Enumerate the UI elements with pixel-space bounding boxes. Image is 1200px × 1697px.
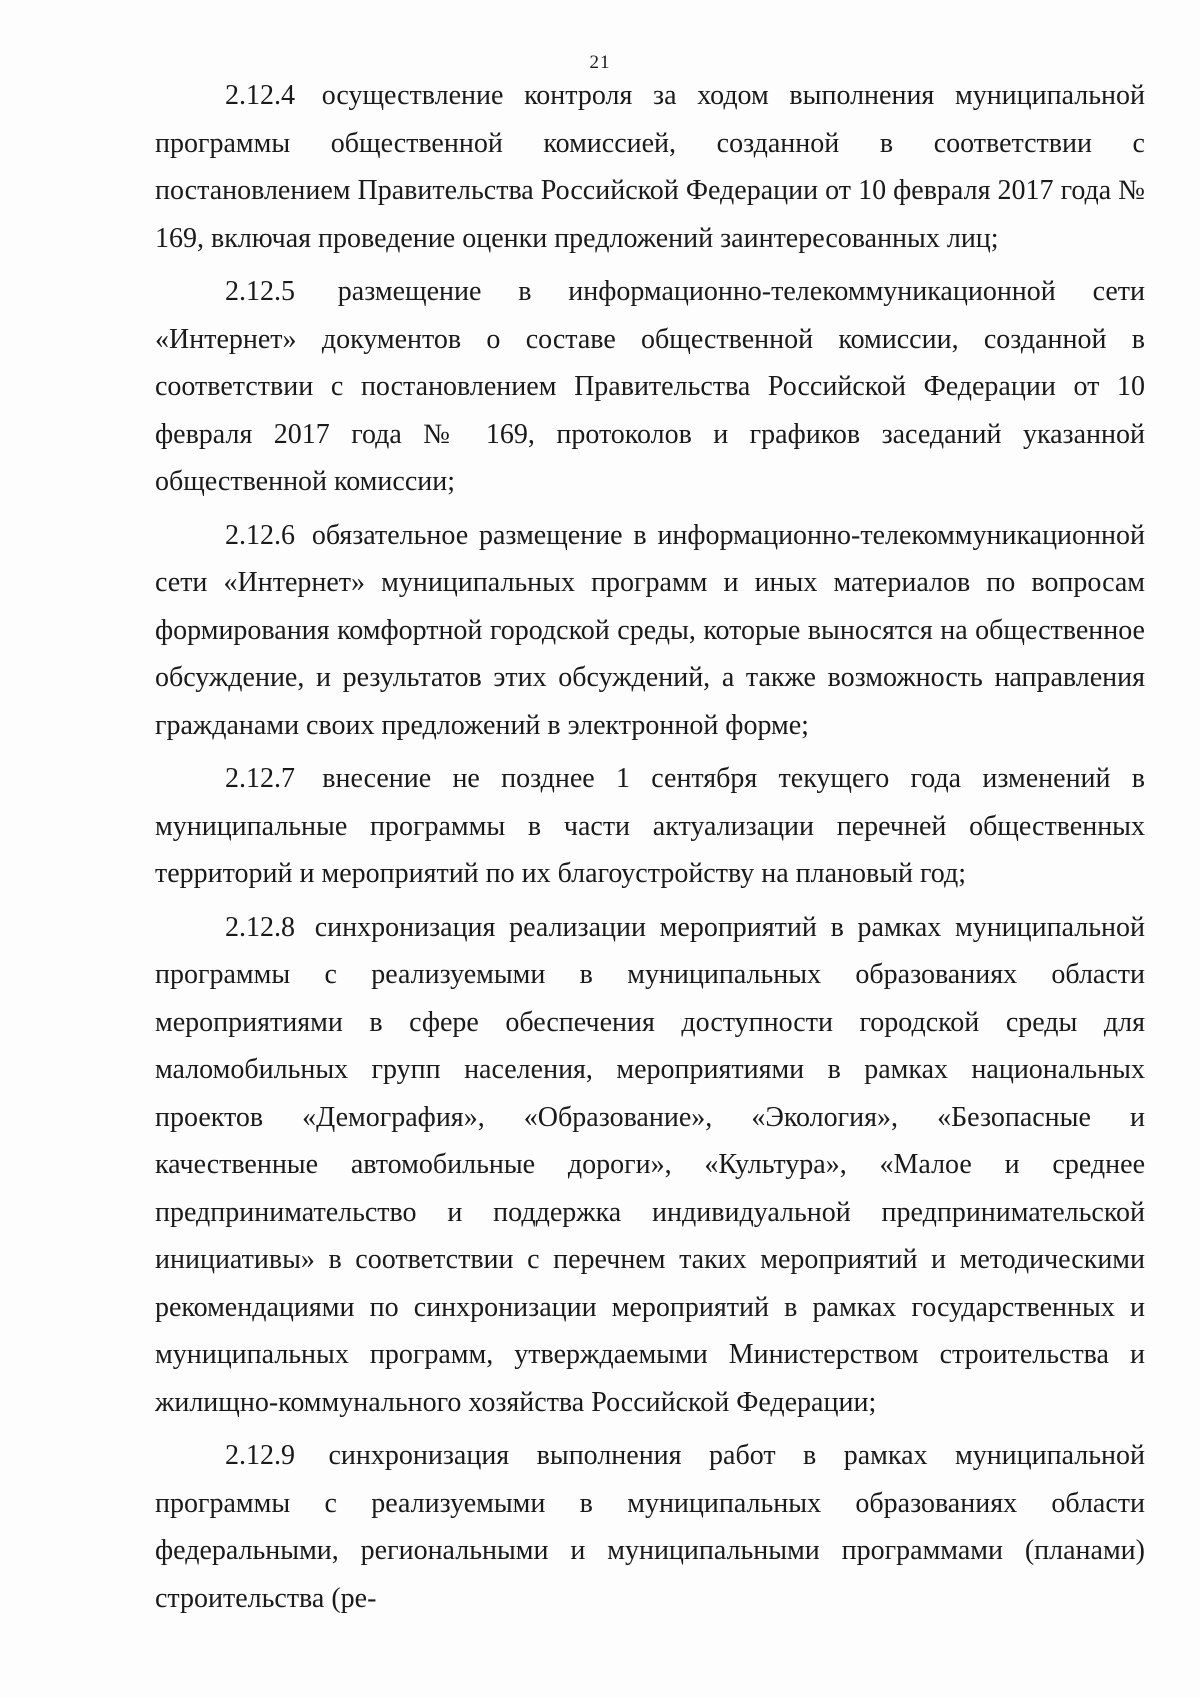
paragraph-text: осуществление контроля за ходом выполнения муниципальной программы общественной комиссией, созданной в соответствии с постановлением Правительства Российской Федерации от 10 февраля 2017 года № 169, включая проведение оценки предложений заинтересованных лиц; — [155, 80, 1146, 254]
paragraph-number: 2.12.9 — [225, 1440, 295, 1471]
document-body — [155, 72, 1145, 1628]
paragraph-2-12-5 — [155, 268, 1145, 506]
paragraph-number: 2.12.4 — [225, 80, 295, 111]
page-number: 21 — [589, 52, 611, 73]
paragraph-2-12-7 — [155, 755, 1145, 898]
paragraph-2-12-9 — [155, 1432, 1145, 1622]
paragraph-number: 2.12.7 — [225, 763, 295, 794]
paragraph-text: внесение не позднее 1 сентября текущего года изменений в муниципальные программы в части актуализации перечней общественных территорий и мероприятий по их благоустройству на плановый год; — [155, 763, 1146, 889]
paragraph-text: синхронизация реализации мероприятий в рамках муниципальной программы с реализуемыми в муниципальных образованиях области мероприятиями в сфере обеспечения доступности городской среды для маломобильных групп населения, мероприятиями в рамках национальных проектов «Демография», «Образование», «Экология», «Безопасные и качественные автомобильные дороги», «Культура», «Малое и среднее предпринимательство и поддержка индивидуальной предпринимательской инициативы» в соответствии с перечнем таких мероприятий и методическими рекомендациями по синхронизации мероприятий в рамках государственных и муниципальных программ, утверждаемыми Министерством строительства и жилищно-коммунального хозяйства Российской Федерации; — [155, 911, 1146, 1418]
paragraph-text: размещение в информационно-телекоммуникационной сети «Интернет» документов о составе общественной комиссии, созданной в соответствии с постановлением Правительства Российской Федерации от 10 февраля 2017 года № 169, протоколов и графиков заседаний указанной общественной комиссии; — [155, 276, 1145, 497]
paragraph-number: 2.12.5 — [225, 276, 295, 307]
paragraph-text: обязательное размещение в информационно-телекоммуникационной сети «Интернет» муниципальных программ и иных материалов по вопросам формирования комфортной городской среды, которые выносятся на общественное обсуждение, и результатов этих обсуждений, а также возможность направления гражданами своих предложений в электронной форме; — [155, 519, 1145, 741]
paragraph-text: синхронизация выполнения работ в рамках муниципальной программы с реализуемыми в муниципальных образованиях области федеральными, региональными и муниципальными программами (планами) строительства (ре- — [155, 1440, 1146, 1614]
paragraph-number: 2.12.6 — [225, 519, 295, 551]
paragraph-2-12-6 — [155, 512, 1145, 750]
paragraph-2-12-8 — [155, 904, 1145, 1427]
paragraph-number: 2.12.8 — [225, 911, 295, 943]
paragraph-2-12-4 — [155, 72, 1145, 262]
